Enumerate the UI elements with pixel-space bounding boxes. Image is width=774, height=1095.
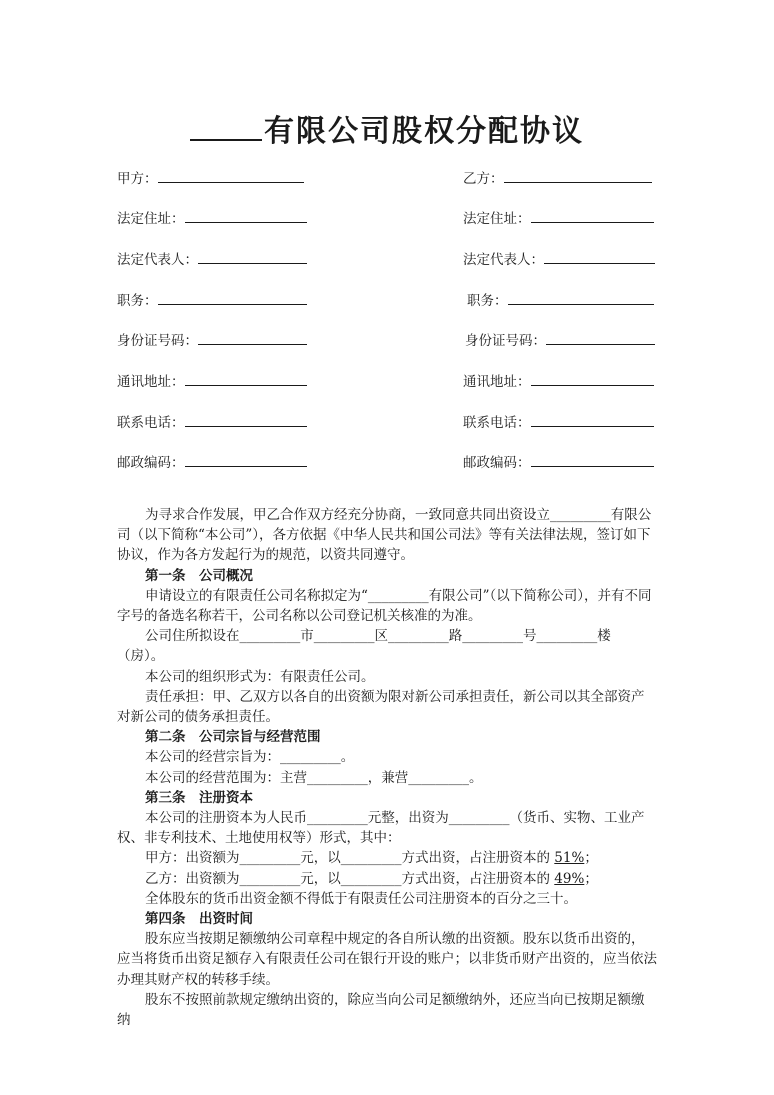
party-a-position-field [158, 290, 307, 305]
party-a-share-percent: 51% [554, 850, 585, 867]
party-b-field [504, 168, 652, 183]
party-a-id-row [117, 330, 307, 349]
party-b-rep-field [544, 249, 655, 264]
party-a-address-field [185, 208, 307, 223]
article-1-paragraph-1: 申请设立的有限责任公司名称拟定为“_________有限公司”（以下简称公司），并有不同字号的备选名称若干，公司名称以公司登记机关核准的为准。 [117, 587, 652, 625]
party-a-rep-label: 法定代表人： [117, 252, 198, 268]
party-b-rep-label: 法定代表人： [463, 252, 544, 268]
party-a-share-text: 甲方：出资额为_________元，以_________方式出资，占注册资本的 [145, 850, 555, 867]
article-3-paragraph-4: 全体股东的货币出资金额不得低于有限责任公司注册资本的百分之三十。 [145, 890, 577, 907]
party-a-mail-row [117, 371, 307, 390]
party-a-rep-row [117, 249, 307, 268]
article-4-paragraph-2: 股东不按照前款规定缴纳出资的，除应当向公司足额缴纳外，还应当向已按期足额缴纳 [117, 991, 645, 1029]
party-b-id-row [465, 330, 655, 349]
party-b-position-field [508, 290, 654, 305]
page-title [0, 106, 774, 150]
party-b-mail-field [531, 371, 654, 386]
article-2-paragraph-1: 本公司的经营宗旨为：_________。 [145, 749, 355, 766]
party-a-address-label: 法定住址： [117, 211, 185, 227]
article-3-paragraph-1: 本公司的注册资本为人民币_________元整，出资为_________（货币、实物、工业产权、非专利技术、土地使用权等）形式，其中： [117, 810, 645, 847]
party-b-phone-label: 联系电话： [463, 415, 531, 431]
party-a-position-row [117, 290, 307, 309]
party-b-mail-label: 通讯地址： [463, 374, 531, 390]
agreement-body [117, 505, 657, 1030]
party-a-position-label: 职务： [117, 293, 158, 309]
party-b-address-label: 法定住址： [463, 211, 531, 227]
article-2-paragraph-2: 本公司的经营范围为：主营_________，兼营_________。 [145, 769, 483, 786]
party-b-rep-row [463, 249, 655, 268]
party-b-share-text: 乙方：出资额为_________元，以_________方式出资，占注册资本的 [145, 870, 555, 887]
party-a-id-label: 身份证号码： [117, 333, 198, 349]
party-b-share-percent: 49% [554, 870, 585, 887]
party-a-mail-label: 通讯地址： [117, 374, 185, 390]
article-3-party-b-share [117, 869, 657, 889]
article-1-paragraph-3: 本公司的组织形式为：有限责任公司。 [145, 668, 375, 685]
party-b-postcode-field [531, 452, 654, 467]
party-a-phone-label: 联系电话： [117, 415, 185, 431]
party-b-id-label: 身份证号码： [465, 333, 546, 349]
article-1-title: 第一条 公司概况 [145, 567, 253, 584]
party-a-postcode-label: 邮政编码： [117, 455, 185, 471]
party-b-label: 乙方： [463, 171, 504, 187]
party-a-postcode-row [117, 452, 307, 471]
party-a-phone-row [117, 412, 307, 431]
intro-paragraph: 为寻求合作发展，甲乙合作双方经充分协商，一致同意共同出资设立_________有限公司（以下简称“本公司”），各方依据《中华人民共和国公司法》等有关法律法规，签订如下协议，作为各方发起行为的规范，以资共同遵守。 [117, 507, 652, 564]
party-b-phone-row [463, 412, 654, 431]
article-3-title: 第三条 注册资本 [145, 789, 253, 806]
article-1-paragraph-4: 责任承担：甲、乙双方以各自的出资额为限对新公司承担责任，新公司以其全部资产对新公司的债务承担责任。 [117, 688, 645, 726]
party-a-address-row [117, 208, 307, 227]
party-b-mail-row [463, 371, 654, 390]
party-a-field [158, 168, 304, 183]
company-name-blank [190, 111, 262, 141]
party-b-phone-field [531, 412, 654, 427]
party-b-label-row [463, 168, 652, 187]
party-a-mail-field [185, 371, 307, 386]
article-4-paragraph-1: 股东应当按期足额缴纳公司章程中规定的各自所认缴的出资额。股东以货币出资的，应当将货币出资足额存入有限责任公司在银行开设的账户；以非货币财产出资的，应当依法办理其财产权的转移手续。 [117, 931, 657, 988]
party-b-id-field [546, 330, 655, 345]
party-b-postcode-label: 邮政编码： [463, 455, 531, 471]
article-2-title: 第二条 公司宗旨与经营范围 [145, 729, 321, 746]
party-b-share-end: ； [584, 870, 598, 887]
party-b-address-row [463, 208, 654, 227]
party-a-label: 甲方： [117, 171, 158, 187]
article-1-paragraph-2: 公司住所拟设在_________市_________区_________路_________号_________楼（房）。 [117, 628, 611, 665]
party-a-phone-field [185, 412, 307, 427]
party-a-share-end: ； [584, 850, 598, 867]
party-a-id-field [198, 330, 307, 345]
title-text: 有限公司股权分配协议 [264, 114, 584, 149]
party-a-label-row [117, 168, 304, 187]
party-b-address-field [531, 208, 654, 223]
article-3-party-a-share [117, 848, 657, 868]
party-b-postcode-row [463, 452, 654, 471]
article-4-title: 第四条 出资时间 [145, 911, 253, 928]
party-b-position-label: 职务： [467, 293, 508, 309]
party-a-postcode-field [185, 452, 307, 467]
party-a-rep-field [198, 249, 307, 264]
party-b-position-row [467, 290, 654, 309]
